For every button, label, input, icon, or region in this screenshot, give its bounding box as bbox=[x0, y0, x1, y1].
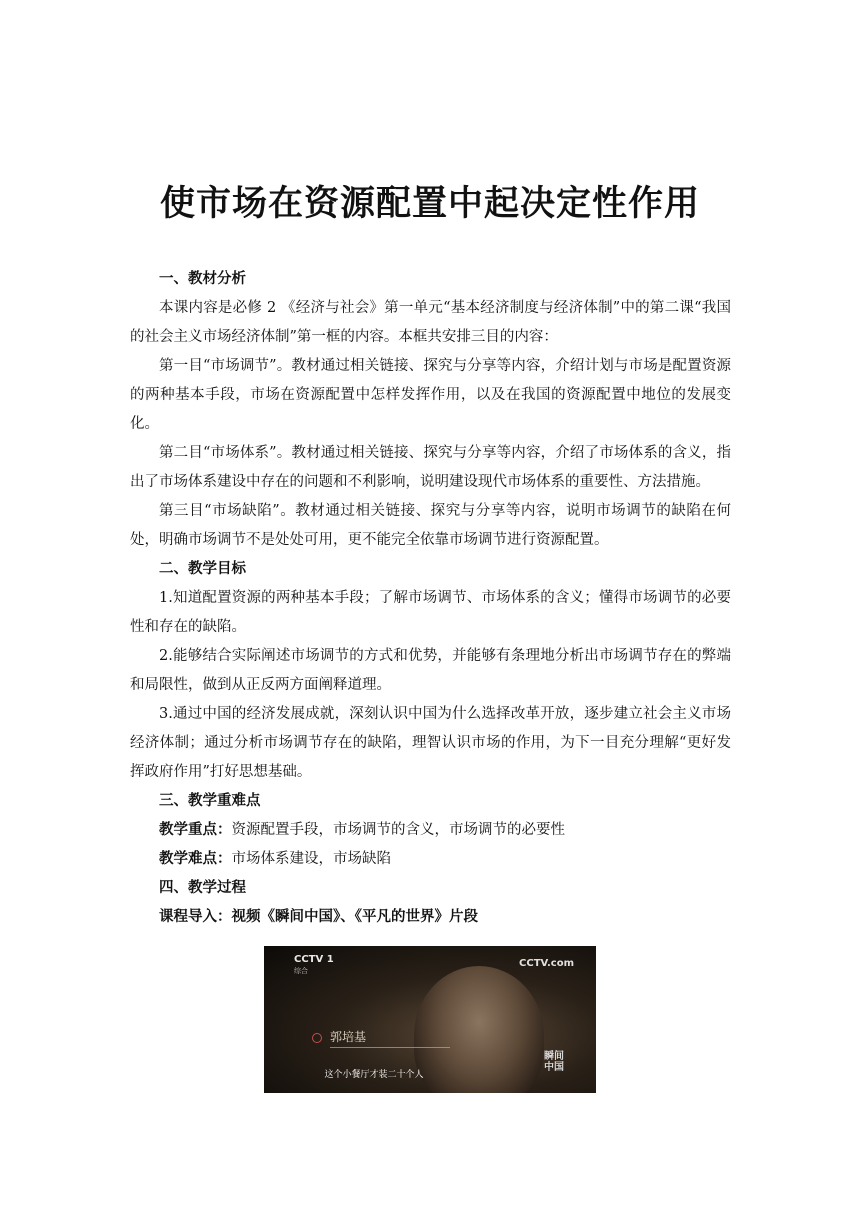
difficulty-label: 教学难点： bbox=[159, 851, 232, 867]
paragraph: 1.知道配置资源的两种基本手段；了解市场调节、市场体系的含义；懂得市场调节的必要性和存在的缺陷。 bbox=[130, 590, 731, 635]
difficulty-line bbox=[130, 845, 731, 874]
course-intro: 课程导入：视频《瞬间中国》、《平凡的世界》片段 bbox=[159, 909, 478, 925]
video-caption: 这个小餐厅才装二十个人 bbox=[324, 1070, 424, 1080]
paragraph: 3.通过中国的经济发展成就，深刻认识中国为什么选择改革开放，逐步建立社会主义市场经济体制；通过分析市场调节存在的缺陷，理智认识市场的作用，为下一目充分理解“更好发挥政府作用”打好思想基础。 bbox=[130, 706, 731, 780]
corner-logo: CCTV.com bbox=[519, 958, 574, 969]
paragraph: 第三目“市场缺陷”。教材通过相关链接、探究与分享等内容，说明市场调节的缺陷在何处，明确市场调节不是处处可用，更不能完全依靠市场调节进行资源配置。 bbox=[130, 503, 731, 548]
name-underline bbox=[330, 1047, 450, 1048]
paragraph: 2.能够结合实际阐述市场调节的方式和优势，并能够有条理地分析出市场调节存在的弊端和局限性，做到从正反两方面阐释道理。 bbox=[130, 648, 731, 693]
key-point-text: 资源配置手段，市场调节的含义，市场调节的必要性 bbox=[231, 822, 565, 838]
page-title: 使市场在资源配置中起决定性作用 bbox=[159, 184, 700, 224]
section-heading-process: 四、教学过程 bbox=[159, 880, 246, 896]
person-name: 郭培基 bbox=[330, 1030, 367, 1044]
paragraph: 第一目“市场调节”。教材通过相关链接、探究与分享等内容，介绍计划与市场是配置资源的两种基本手段，市场在资源配置中怎样发挥作用，以及在我国的资源配置中地位的发展变化。 bbox=[130, 358, 731, 432]
key-point-label: 教学重点： bbox=[159, 822, 232, 838]
paragraph: 本课内容是必修 2 《经济与社会》第一单元“基本经济制度与经济体制”中的第二课“我国的社会主义市场经济体制”第一框的内容。本框共安排三目的内容： bbox=[130, 300, 731, 345]
section-heading-analysis: 一、教材分析 bbox=[159, 271, 246, 287]
person-name-tag bbox=[312, 1028, 366, 1045]
key-point-line bbox=[130, 816, 731, 845]
channel-sub: 综合 bbox=[294, 967, 308, 975]
channel-logo: CCTV 1 综合 bbox=[294, 954, 334, 975]
name-tag-icon bbox=[312, 1033, 322, 1043]
paragraph: 第二目“市场体系”。教材通过相关链接、探究与分享等内容，介绍了市场体系的含义，指出了市场体系建设中存在的问题和不利影响，说明建设现代市场体系的重要性、方法措施。 bbox=[130, 445, 731, 490]
section-heading-key-points: 三、教学重难点 bbox=[159, 793, 261, 809]
difficulty-text: 市场体系建设，市场缺陷 bbox=[231, 851, 391, 867]
document-body bbox=[130, 265, 731, 932]
video-screenshot bbox=[264, 946, 596, 1093]
program-watermark: 瞬间中国 bbox=[544, 1051, 564, 1073]
section-heading-goals: 二、教学目标 bbox=[159, 561, 246, 577]
